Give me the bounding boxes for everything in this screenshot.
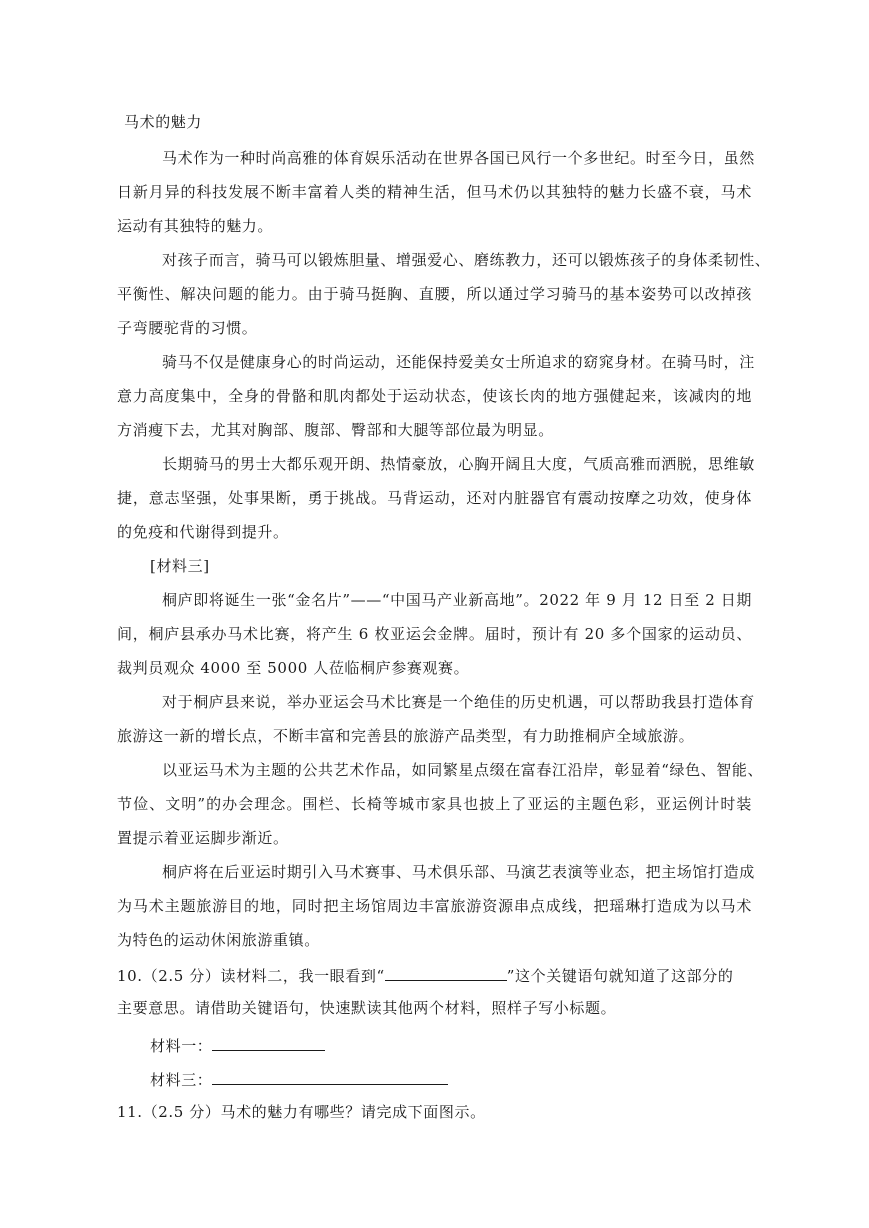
- paragraph-line: 对孩子而言，骑马可以锻炼胆量、增强爱心、磨练教力，还可以锻炼孩子的身体柔韧性、: [162, 251, 771, 269]
- answer-material-1-label: 材料一：: [150, 1037, 213, 1055]
- paragraph-line: 马术作为一种时尚高雅的体育娱乐活动在世界各国已风行一个多世纪。时至今日，虽然: [162, 149, 755, 167]
- paragraph-line: 桐庐将在后亚运时期引入马术赛事、马术俱乐部、马演艺表演等业态，把主场馆打造成: [162, 863, 755, 881]
- paragraph-line: 以亚运马术为主题的公共艺术作品，如同繁星点缀在富春江沿岸，彰显着“绿色、智能、: [162, 761, 764, 779]
- paragraph-line: 置提示着亚运脚步渐近。: [117, 829, 289, 847]
- paragraph-line: 意力高度集中，全身的骨骼和肌肉都处于运动状态，使该长肉的地方强健起来，该减肉的地: [117, 387, 752, 405]
- answer-material-3-label: 材料三：: [150, 1071, 213, 1089]
- question-10: [117, 964, 733, 986]
- paragraph-line: 骑马不仅是健康身心的时尚运动，还能保持爱美女士所追求的窈窕身材。在骑马时，注: [162, 353, 755, 371]
- section-title: 马术的魅力: [124, 113, 203, 131]
- question-11: 11.（2.5 分）马术的魅力有哪些？请完成下面图示。: [117, 1103, 486, 1121]
- answer-material-3: [150, 1068, 448, 1090]
- paragraph-line: 运动有其独特的魅力。: [117, 217, 274, 235]
- paragraph-line: 方消瘦下去，尤其对胸部、腹部、臀部和大腿等部位最为明显。: [117, 421, 554, 439]
- paragraph-line: 的免疫和代谢得到提升。: [117, 523, 289, 541]
- paragraph-line: 捷，意志坚强，处事果断，勇于挑战。马背运动，还对内脏器官有震动按摩之功效，使身体: [117, 489, 752, 507]
- paragraph-line: 平衡性、解决问题的能力。由于骑马挺胸、直腰，所以通过学习骑马的基本姿势可以改掉孩: [117, 285, 752, 303]
- paragraph-line: 旅游这一新的增长点，不断丰富和完善县的旅游产品类型，有力助推桐庐全域旅游。: [117, 727, 695, 745]
- paragraph-line: 节俭、文明”的办会理念。围栏、长椅等城市家具也披上了亚运的主题色彩，亚运例计时装: [117, 795, 752, 813]
- paragraph-line: 子弯腰驼背的习惯。: [117, 319, 258, 337]
- paragraph-line: 为马术主题旅游目的地，同时把主场馆周边丰富旅游资源串点成线，把瑶琳打造成为以马术: [117, 897, 752, 915]
- paragraph-line: 长期骑马的男士大都乐观开朗、热情豪放，心胸开阔且大度，气质高雅而洒脱，思维敏: [162, 455, 755, 473]
- answer-blank-key-sentence[interactable]: [385, 964, 507, 981]
- paragraph-line: 为特色的运动休闲旅游重镇。: [117, 931, 320, 949]
- question-10-prefix: 10.（2.5 分）读材料二，我一眼看到“: [117, 967, 385, 985]
- paragraph-line: 裁判员观众 4000 至 5000 人莅临桐庐参赛观赛。: [117, 659, 470, 677]
- question-10-suffix: ”这个关键语句就知道了这部分的: [506, 967, 734, 985]
- paragraph-line: 对于桐庐县来说，举办亚运会马术比赛是一个绝佳的历史机遇，可以帮助我县打造体育: [162, 693, 755, 711]
- paragraph-line: 间，桐庐县承办马术比赛，将产生 6 枚亚运会金牌。届时，预计有 20 多个国家的运动员、: [117, 625, 752, 643]
- paragraph-line: 日新月异的科技发展不断丰富着人类的精神生活，但马术仍以其独特的魅力长盛不衰，马术: [117, 183, 752, 201]
- paragraph-line: 桐庐即将诞生一张“金名片”——“中国马产业新高地”。2022 年 9 月 12 日至 2 日期: [162, 591, 752, 609]
- answer-blank-material-3[interactable]: [212, 1068, 448, 1085]
- material-label: [材料三]: [150, 557, 210, 575]
- answer-material-1: [150, 1034, 325, 1056]
- question-10-line2: 主要意思。请借助关键语句，快速默读其他两个材料，照样子写小标题。: [117, 999, 617, 1017]
- answer-blank-material-1[interactable]: [212, 1034, 325, 1051]
